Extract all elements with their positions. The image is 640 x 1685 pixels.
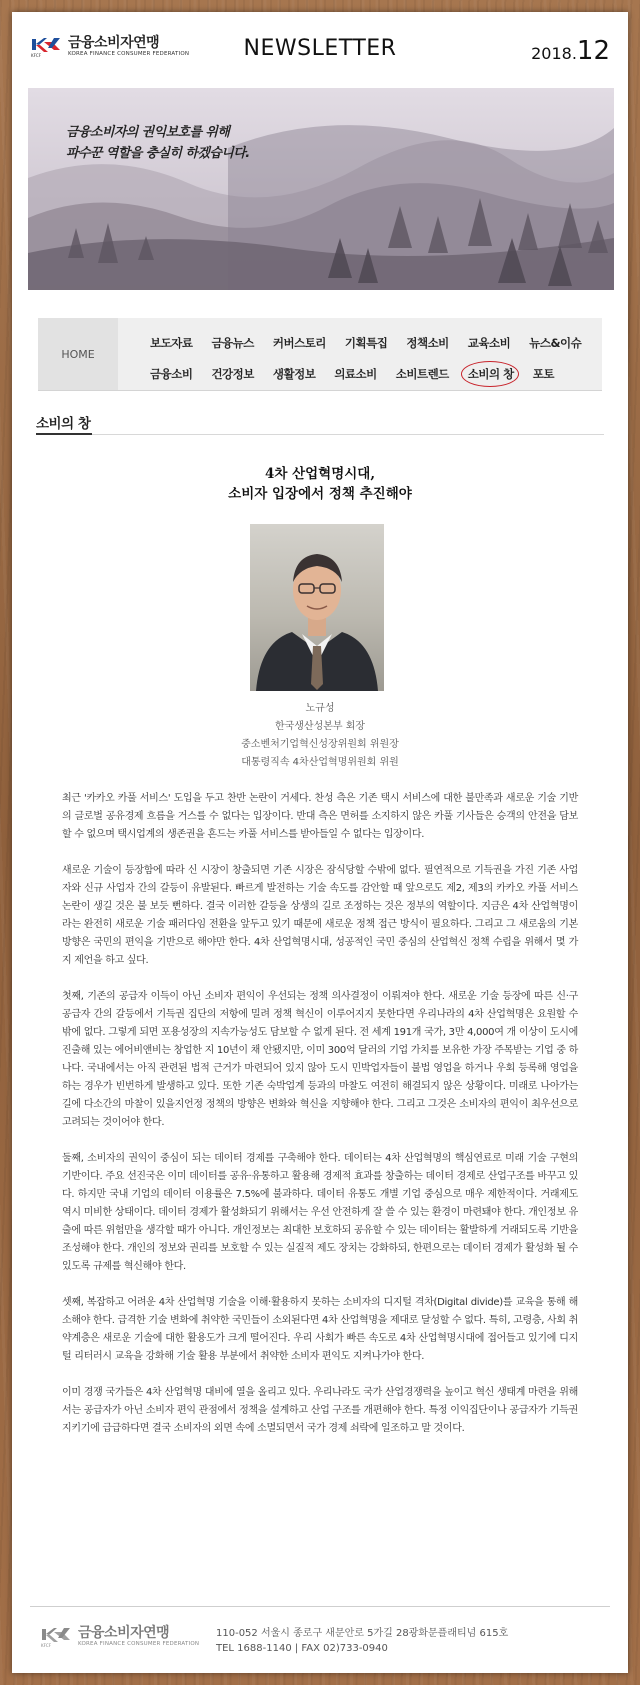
footer-logo-name: 금융소비자연맹: [78, 1625, 170, 1641]
newsletter-title: NEWSLETTER: [243, 36, 397, 61]
hero-slogan: [66, 122, 250, 164]
category-nav: [38, 318, 602, 391]
nav-item-health-info[interactable]: 건강정보: [211, 367, 254, 381]
article-title-line1: 4차 산업혁명시대,: [264, 466, 376, 482]
nav-item-policy-consumption[interactable]: 정책소비: [406, 336, 449, 350]
footer-divider: [30, 1606, 610, 1607]
section-title-underline: [36, 433, 92, 435]
article-title-line2: 소비자 입장에서 정책 추진해야: [228, 486, 412, 502]
footer-address: 110-052 서울시 종로구 새문안로 5가길 28광화문플래티넘 615호: [216, 1628, 509, 1639]
section-title: 소비의 창: [36, 416, 91, 432]
nav-item-press-release[interactable]: 보도자료: [150, 336, 193, 350]
issue-date: [531, 36, 610, 66]
section-divider: [36, 434, 604, 435]
newsletter-page: [12, 12, 628, 1673]
author-role-1: 한국생산성본부 회장: [274, 721, 366, 732]
nav-item-life-info[interactable]: 생활정보: [272, 367, 316, 381]
header: [12, 12, 628, 88]
nav-item-education-consumption[interactable]: 교육소비: [467, 336, 511, 350]
issue-year: 2018.: [531, 44, 577, 63]
footer-contact: TEL 1688-1140 | FAX 02)733-0940: [216, 1643, 388, 1654]
footer-logo-mark-icon: [40, 1626, 74, 1648]
logo-subtitle: KOREA FINANCE CONSUMER FEDERATION: [68, 51, 190, 57]
nav-item-photo[interactable]: 포토: [532, 367, 554, 381]
article-paragraph-1: 최근 '카카오 카풀 서비스' 도입을 두고 찬반 논란이 거세다. 찬성 측은 기존 택시 서비스에 대한 불만족과 새로운 기술 기반의 글로벌 공유경제 흐름을 거스를 수 없다는 입장이다. 반대 측은 면허를 소지하지 않은 카풀 기사들은 승객의 안전을 담보할 수 없으며 택시업계의 생존권을 흔드는 카풀 서비스를 받아들일 수 없다는 입장이다.: [62, 793, 578, 840]
svg-text:KFCF: KFCF: [31, 53, 42, 58]
nav-item-news-issue[interactable]: 뉴스&이슈: [529, 336, 582, 350]
article-paragraph-2: 새로운 기술이 등장함에 따라 신 시장이 창출되면 기존 시장은 잠식당할 수밖에 없다. 필연적으로 기득권을 가진 기존 사업자와 신규 사업자 간의 갈등이 유발된다. 빠르게 발전하는 기술 속도를 감안할 때 앞으로도 제2, 제3의 카카오 카풀 서비스 논란이 생길 것은 불 보듯 뻔하다. 결국 이러한 갈등을 상생의 길로 조정하는 것은 정부의 역할이다. 지금은 4차 산업혁명이라는 완전히 새로운 기술 패러다임 전환을 앞두고 있기 때문에 새로운 정책 접근 방식이 필요하다. 그리고 그 새로움의 기본 방향은 국민의 편익을 기반으로 해야만 한다. 4차 산업혁명시대, 성공적인 국민 중심의 산업혁신 정책 수립을 위해서 몇 가지 제언을 하고 싶다.: [62, 865, 578, 966]
author-role-3: 대통령직속 4차산업혁명위원회 위원: [241, 757, 399, 768]
article-paragraph-6: 이미 경쟁 국가들은 4차 산업혁명 대비에 열을 올리고 있다. 우리나라도 국가 산업경쟁력을 높이고 혁신 생태계 마련을 위해서는 공급자가 아닌 소비자 편익 관점에서 정책을 설계하고 산업 구조를 개편해야 한다. 특정 이익집단이나 공급자가 기득권 지키기에 급급하다면 결국 소비자의 외면 속에 소멸되면서 국가 경제 쇠락에 일조하고 말 것이다.: [62, 1387, 578, 1434]
nav-row-2: [150, 366, 573, 382]
svg-text:KFCF: KFCF: [41, 1643, 52, 1648]
author-role-2: 중소벤처기업혁신성장위원회 위원장: [241, 739, 399, 750]
nav-item-finance-consumption[interactable]: 금융소비: [150, 367, 193, 381]
article-paragraph-5: 셋째, 복잡하고 어려운 4차 산업혁명 기술을 이해·활용하지 못하는 소비자의 디지털 격차(Digital divide)를 교육을 통해 해소해야 한다. 급격한 기술 변화에 취약한 국민들이 소외된다면 4차 산업혁명을 제대로 달성할 수 없다. 특히, 고령층, 사회 취약계층은 새로운 기술에 대한 활용도가 크게 떨어진다. 우리 사회가 빠른 속도로 4차 산업혁명시대에 접어들고 있기에 디지털 리터러시 교육을 강화해 기술 활용 부분에서 취약한 소비자 편익도 지켜나가야 한다.: [62, 1297, 578, 1362]
hero-banner: [28, 88, 614, 290]
article-paragraph-3: 첫째, 기존의 공급자 이득이 아닌 소비자 편익이 우선되는 정책 의사결정이 이뤄져야 한다. 새로운 기술 등장에 따른 신·구 공급자 간의 갈등에서 기득권 집단의 저항에 밀려 정책 혁신이 이루어지지 못한다면 우리나라의 4차 산업혁명은 요원할 수밖에 없다. 그렇게 되면 포용성장의 지속가능성도 담보할 수 없게 된다. 전 세계 191개 국가, 3만 4,000여 개 이상이 도시에 진출해 있는 에어비앤비는 창업한 지 10년이 채 안됐지만, 이미 300억 달러의 기업 가치를 보유한 가장 주목받는 기업 중 하나다. 국내에서는 아직 관련된 법적 근거가 마련되어 있지 않아 도시 민박업자들이 불법 영업을 하거나 우회 등록해 영업을 하는 경우가 빈번하게 발생하고 있다. 또한 기존 숙박업계 등과의 마찰도 여전히 해결되지 않은 상황이다. 미래로 나아가는 길에 다소간의 마찰이 있을지언정 정책의 방향은 변화와 혁신을 지향해야 한다. 그리고 그것은 소비자의 편익이 최우선으로 고려되는 것이어야 한다.: [62, 991, 578, 1128]
article-body: [62, 790, 578, 1456]
footer-logo-subtitle: KOREA FINANCE CONSUMER FEDERATION: [78, 1641, 200, 1647]
issue-month: 12: [576, 36, 610, 66]
logo-name: 금융소비자연맹: [68, 35, 160, 51]
author-byline: [12, 700, 628, 772]
article-title: [12, 464, 628, 504]
author-portrait-image: [250, 524, 384, 691]
footer-address-block: [216, 1626, 508, 1656]
author-name: 노규성: [305, 703, 335, 714]
nav-item-finance-news[interactable]: 금융뉴스: [211, 336, 254, 350]
nav-item-special-feature[interactable]: 기획특집: [344, 336, 388, 350]
hero-slogan-line1: 금융소비자의 권익보호를 위해: [66, 125, 230, 140]
misty-mountain-image: [28, 88, 614, 290]
footer-logo[interactable]: [40, 1626, 199, 1648]
nav-home[interactable]: HOME: [38, 318, 118, 390]
nav-row-1: [150, 335, 600, 351]
author-portrait: [250, 524, 384, 691]
article-paragraph-4: 둘째, 소비자의 권익이 중심이 되는 데이터 경제를 구축해야 한다. 데이터는 4차 산업혁명의 핵심연료로 미래 기술 구현의 기반이다. 주요 선진국은 이미 데이터를 공유·유통하고 활용해 경제적 효과를 창출하는 데이터 경제로 산업구조를 바꾸고 있다. 하지만 국내 기업의 데이터 이용률은 7.5%에 불과하다. 데이터 유통도 개별 기업 중심으로 매우 제한적이다. 거래제도 역시 미비한 상태이다. 데이터 경제가 활성화되기 위해서는 우선 안전하게 잘 쓸 수 있는 환경이 마련돼야 한다. 개인정보 유출에 따른 위험만을 생각할 때가 아니다. 개인정보는 최대한 보호하되 공유할 수 있는 데이터는 활발하게 거래되도록 기반을 조성해야 한다. 개인의 정보와 권리를 보호할 수 있는 실질적 제도 장치는 강화하되, 한편으로는 데이터 경제가 활성화 될 수 있도록 규제를 혁신해야 한다.: [62, 1153, 578, 1272]
hero-slogan-line2: 파수꾼 역할을 충실히 하겠습니다.: [66, 146, 250, 161]
nav-item-consumption-trend[interactable]: 소비트렌드: [395, 367, 449, 381]
nav-item-medical-consumption[interactable]: 의료소비: [334, 367, 377, 381]
nav-item-consumption-window-active[interactable]: 소비의 창: [467, 367, 514, 381]
nav-item-cover-story[interactable]: 커버스토리: [272, 336, 326, 350]
